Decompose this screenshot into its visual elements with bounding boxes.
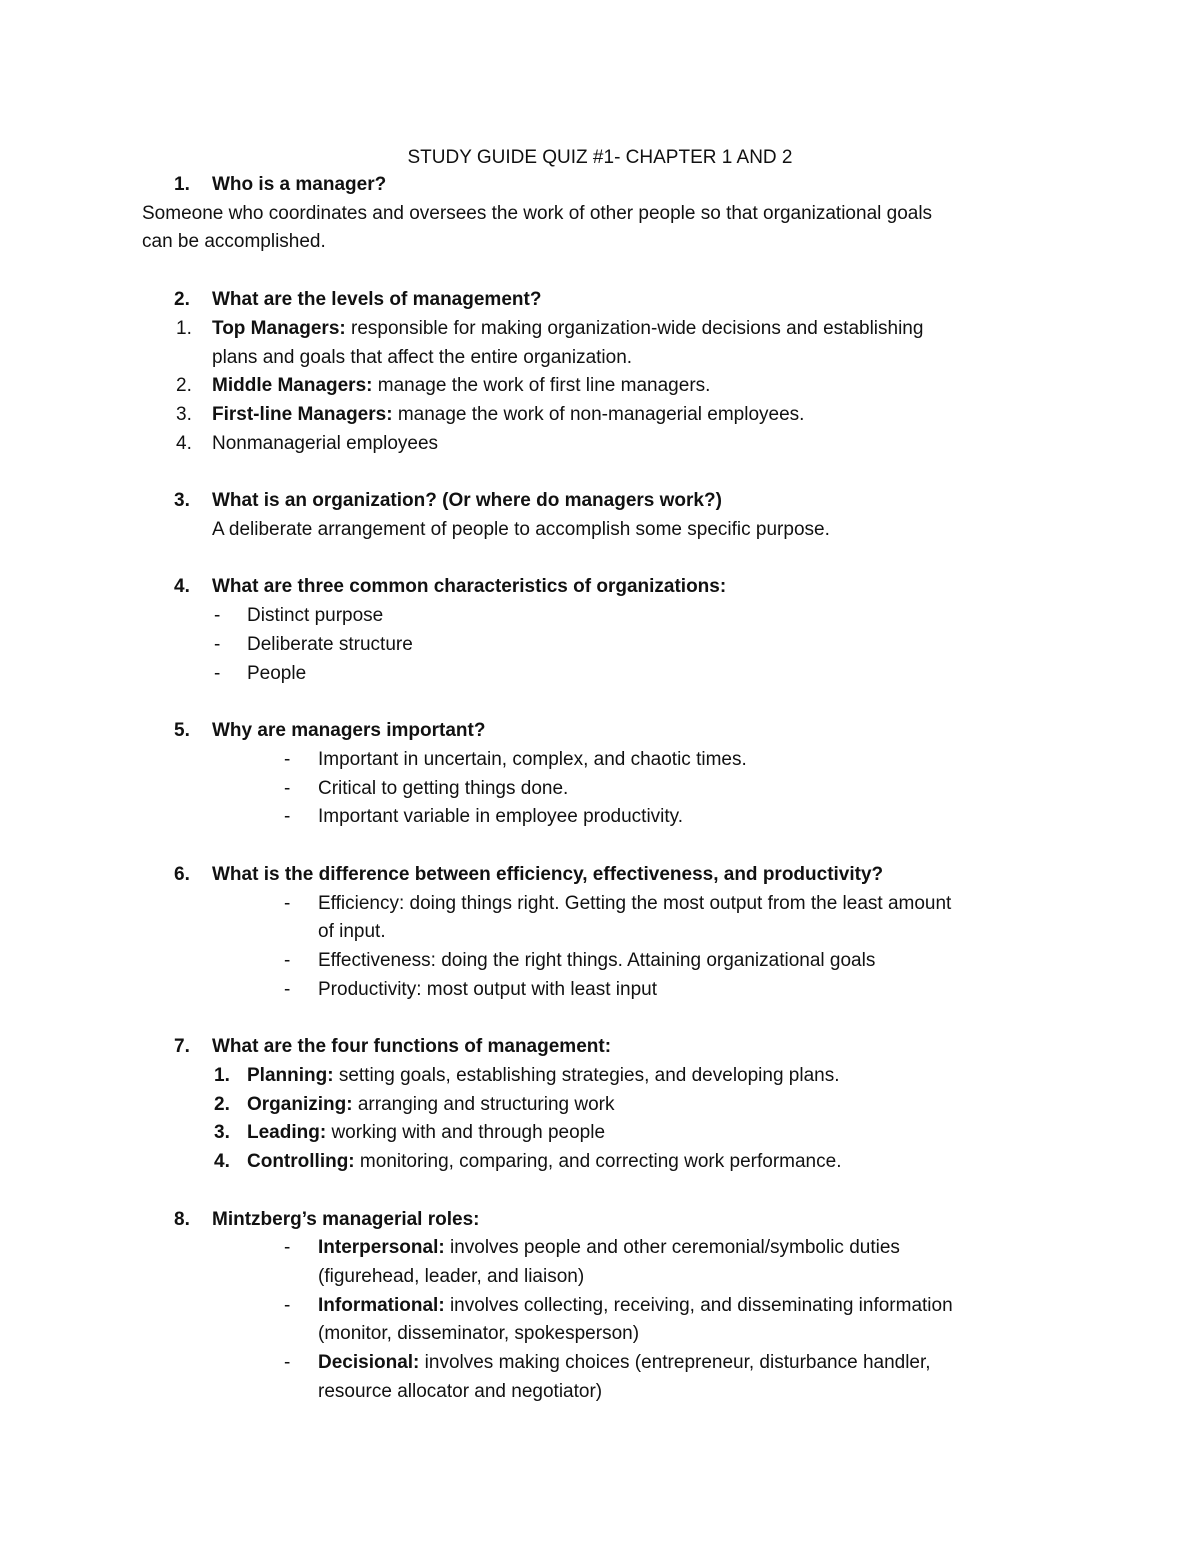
question-number: 4. (174, 576, 190, 597)
item-number: 1. (214, 1065, 230, 1086)
answer-text: can be accomplished. (142, 231, 326, 252)
item-desc: responsible for making organization-wide decisions and establishing (345, 318, 924, 339)
question-text: What is the difference between efficiency, effectiveness, and productivity? (212, 864, 884, 885)
item-text: Important variable in employee productivity. (318, 806, 684, 827)
item-desc: working with and through people (326, 1122, 606, 1143)
item-term: First-line Managers: (212, 404, 393, 425)
question-number: 2. (174, 289, 190, 310)
item-text: of input. (318, 921, 386, 942)
dash-bullet: - (214, 634, 221, 655)
item-number: 3. (214, 1122, 230, 1143)
item-desc: manage the work of non-managerial employees. (392, 404, 805, 425)
question-number: 3. (174, 490, 190, 511)
item-term: Leading: (247, 1122, 327, 1143)
question-text: What are the four functions of management: (212, 1036, 612, 1057)
item-text: Deliberate structure (247, 634, 413, 655)
dash-bullet: - (284, 1352, 291, 1373)
question-number: 8. (174, 1209, 190, 1230)
page-title: STUDY GUIDE QUIZ #1- CHAPTER 1 AND 2 (407, 147, 793, 168)
item-text: Critical to getting things done. (318, 778, 569, 799)
dash-bullet: - (284, 1295, 291, 1316)
dash-bullet: - (214, 663, 221, 684)
item-desc: involves making choices (entrepreneur, disturbance handler, (419, 1352, 931, 1373)
item-desc: involves people and other ceremonial/symbolic duties (444, 1237, 900, 1258)
item-text: Distinct purpose (247, 605, 384, 626)
dash-bullet: - (214, 605, 221, 626)
question-text: Mintzberg’s managerial roles: (212, 1209, 480, 1230)
dash-bullet: - (284, 749, 291, 770)
answer-text: A deliberate arrangement of people to accomplish some specific purpose. (212, 519, 830, 540)
question-number: 7. (174, 1036, 190, 1057)
item-number: 3. (176, 404, 192, 425)
answer-text: Someone who coordinates and oversees the work of other people so that organizational goals (142, 203, 933, 224)
item-term: Interpersonal: (318, 1237, 445, 1258)
item-desc: involves collecting, receiving, and disseminating information (444, 1295, 953, 1316)
item-desc: (figurehead, leader, and liaison) (318, 1266, 585, 1287)
question-text: What are three common characteristics of organizations: (212, 576, 727, 597)
question-text: Why are managers important? (212, 720, 486, 741)
item-term: Organizing: (247, 1094, 353, 1115)
dash-bullet: - (284, 1237, 291, 1258)
dash-bullet: - (284, 806, 291, 827)
item-text: Productivity: most output with least input (318, 979, 657, 1000)
question-number: 6. (174, 864, 190, 885)
item-desc: resource allocator and negotiator) (318, 1381, 603, 1402)
question-number: 5. (174, 720, 190, 741)
item-number: 1. (176, 318, 192, 339)
question-text: What is an organization? (Or where do managers work?) (212, 490, 722, 511)
item-desc: plans and goals that affect the entire organization. (212, 347, 633, 368)
dash-bullet: - (284, 778, 291, 799)
dash-bullet: - (284, 979, 291, 1000)
item-number: 2. (176, 375, 192, 396)
item-desc: Nonmanagerial employees (212, 433, 439, 454)
item-text: Efficiency: doing things right. Getting the most output from the least amount (318, 893, 952, 914)
item-desc: manage the work of first line managers. (372, 375, 711, 396)
item-term: Top Managers: (212, 318, 346, 339)
item-term: Decisional: (318, 1352, 420, 1373)
dash-bullet: - (284, 950, 291, 971)
item-number: 2. (214, 1094, 230, 1115)
item-term: Planning: (247, 1065, 334, 1086)
item-desc: (monitor, disseminator, spokesperson) (318, 1323, 640, 1344)
question-text: What are the levels of management? (212, 289, 542, 310)
item-desc: monitoring, comparing, and correcting work performance. (354, 1151, 842, 1172)
item-term: Middle Managers: (212, 375, 373, 396)
item-desc: setting goals, establishing strategies, and developing plans. (333, 1065, 840, 1086)
question-text: Who is a manager? (212, 174, 387, 195)
question-number: 1. (174, 174, 190, 195)
item-term: Informational: (318, 1295, 445, 1316)
item-desc: arranging and structuring work (352, 1094, 615, 1115)
item-text: Effectiveness: doing the right things. Attaining organizational goals (318, 950, 876, 971)
item-text: Important in uncertain, complex, and chaotic times. (318, 749, 747, 770)
dash-bullet: - (284, 893, 291, 914)
item-number: 4. (214, 1151, 230, 1172)
item-text: People (247, 663, 307, 684)
item-term: Controlling: (247, 1151, 355, 1172)
item-number: 4. (176, 433, 192, 454)
